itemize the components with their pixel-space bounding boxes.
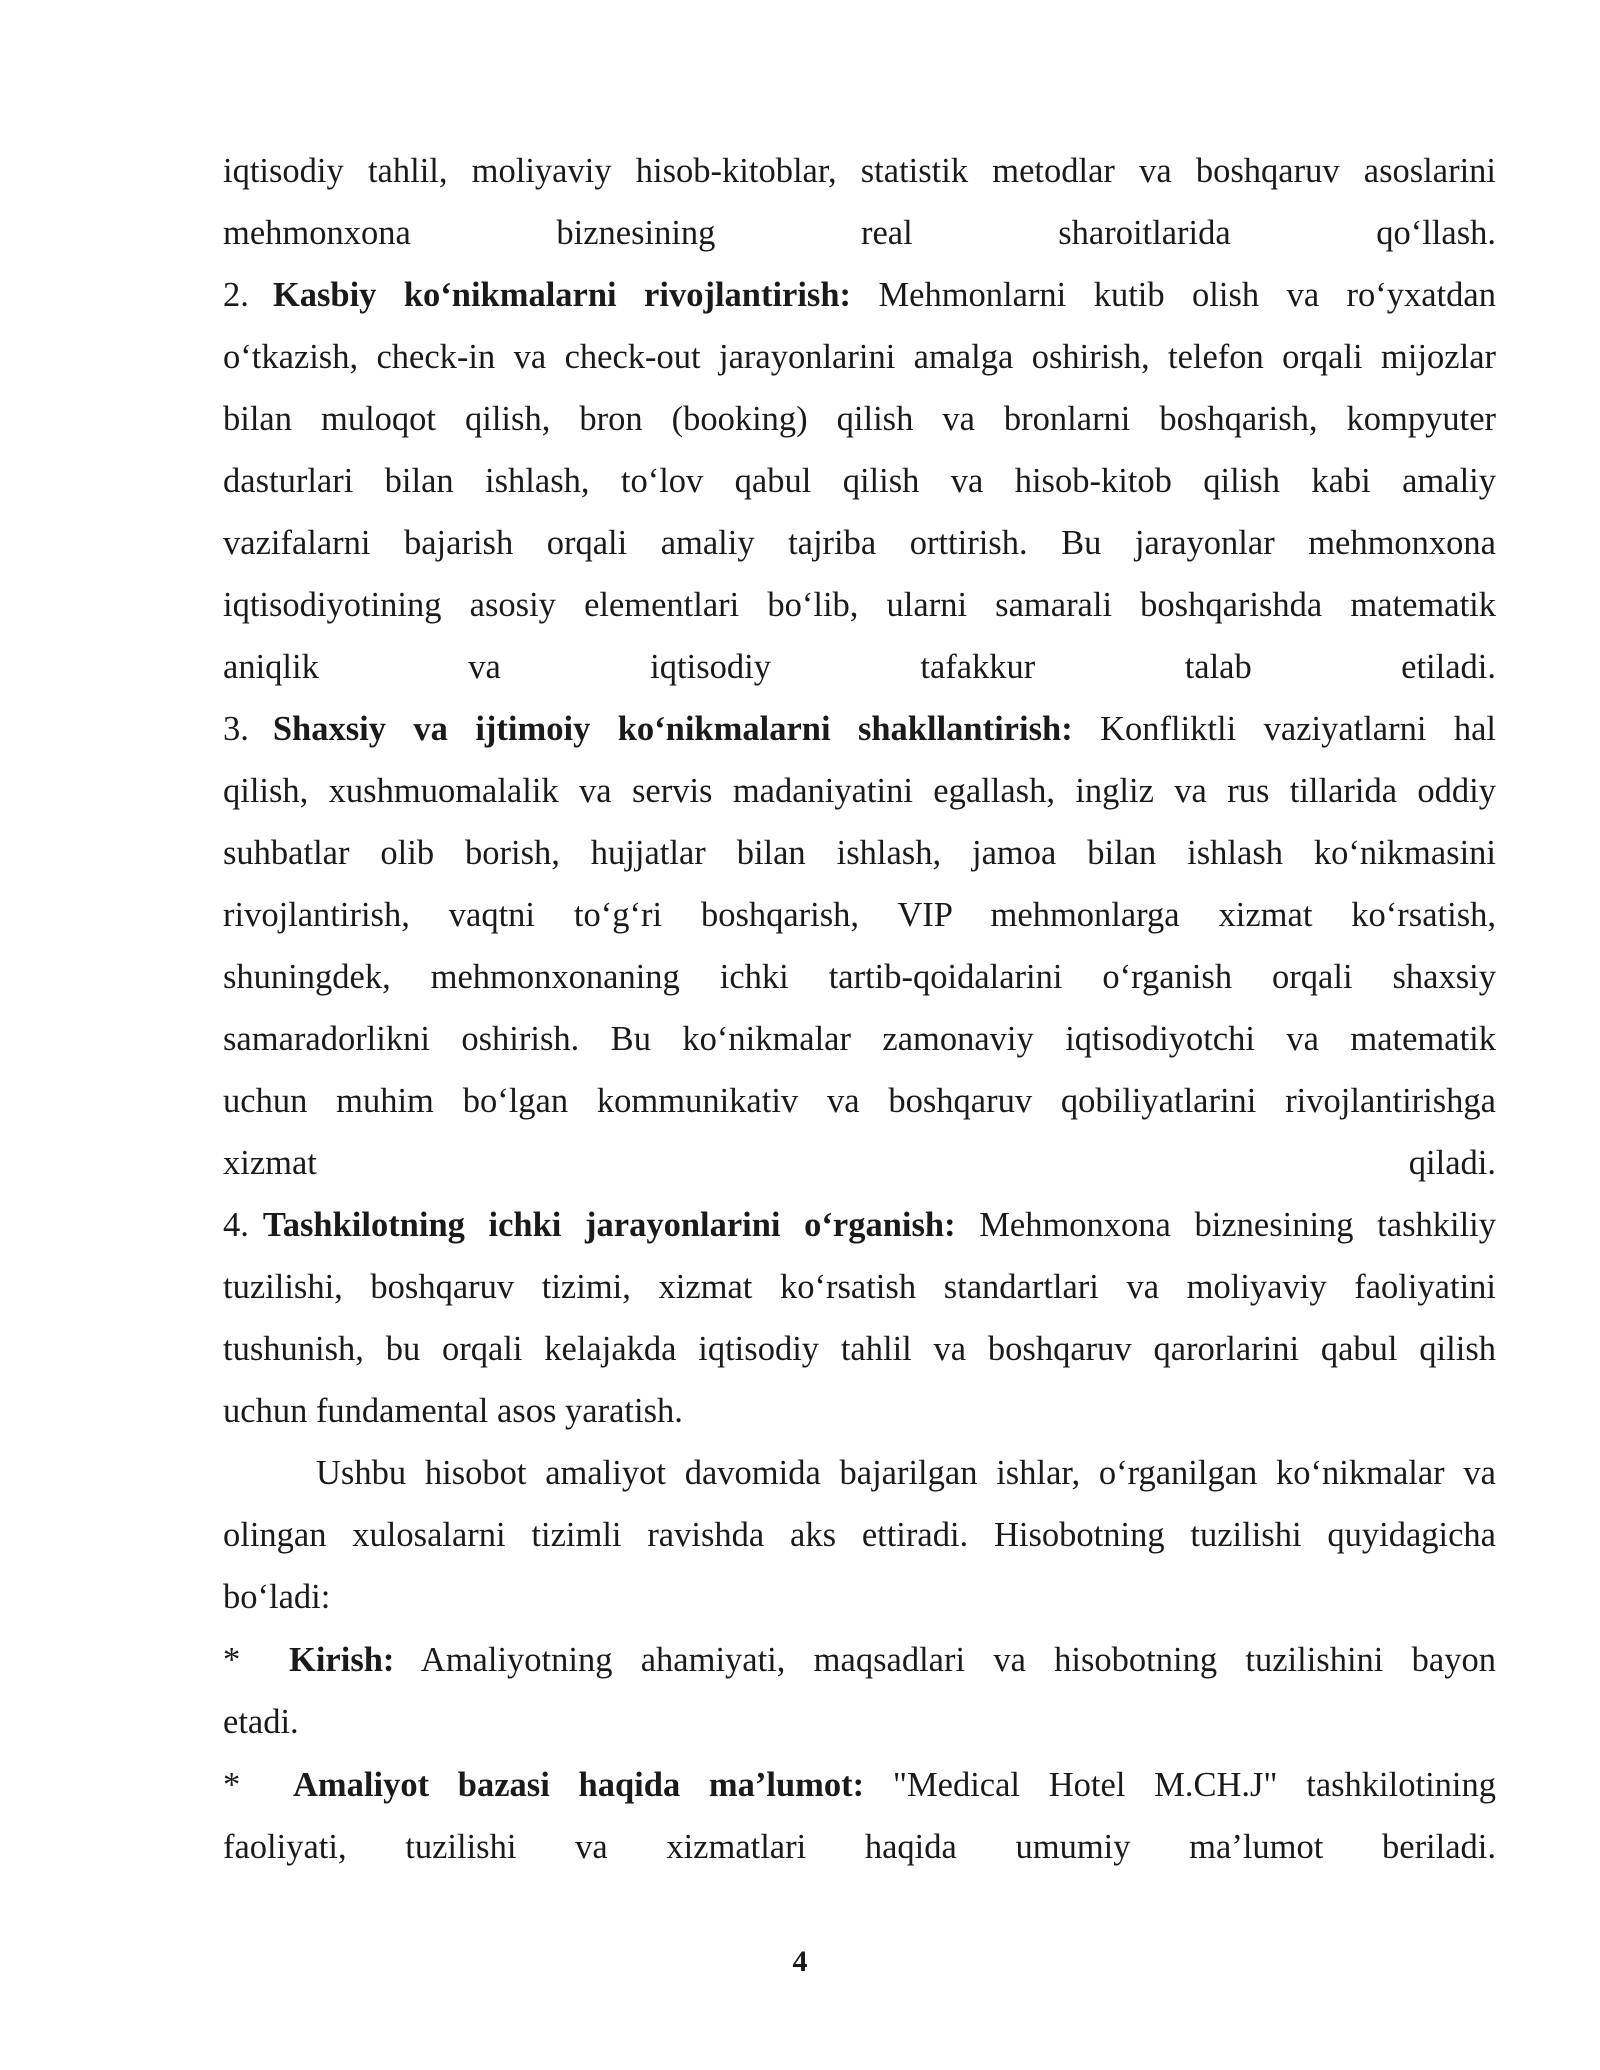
bullet-item-text: Amaliyotning ahamiyati, maqsadlari va hisobotning tuzilishini bayon	[394, 1641, 1496, 1679]
text-line: faoliyati, tuzilishi va xizmatlari haqida umumiy ma’lumot beriladi.	[223, 1828, 1496, 1866]
text-line: vazifalarni bajarish orqali amaliy tajriba orttirish. Bu jarayonlar mehmonxona	[223, 524, 1496, 562]
list-number: 3.	[223, 710, 249, 748]
text-line: bilan muloqot qilish, bron (booking) qilish va bronlarni boshqarish, kompyuter	[223, 400, 1496, 438]
bullet-item-heading	[223, 1763, 1496, 1807]
text-line: etadi.	[223, 1703, 299, 1741]
list-item-title: Shaxsiy va ijtimoiy ko‘nikmalarni shakllantirish:	[272, 710, 1073, 748]
bullet-marker: *	[223, 1641, 241, 1679]
text-line: samaradorlikni oshirish. Bu ko‘nikmalar zamonaviy iqtisodiyotchi va matematik	[223, 1020, 1496, 1058]
bullet-item-title: Kirish:	[289, 1641, 395, 1679]
text-line: bo‘ladi:	[223, 1578, 331, 1616]
text-line: xizmat qiladi.	[223, 1144, 1496, 1182]
bullet-marker: *	[223, 1766, 241, 1804]
text-line: suhbatlar olib borish, hujjatlar bilan ishlash, jamoa bilan ishlash ko‘nikmasini	[223, 834, 1496, 872]
text-line: olingan xulosalarni tizimli ravishda aks ettiradi. Hisobotning tuzilishi quyidagicha	[223, 1516, 1496, 1554]
text-line: tuzilishi, boshqaruv tizimi, xizmat ko‘rsatish standartlari va moliyaviy faoliyatini	[223, 1268, 1496, 1306]
text-line: aniqlik va iqtisodiy tafakkur talab etiladi.	[223, 648, 1496, 686]
list-item-heading	[223, 707, 1496, 751]
text-line: iqtisodiy tahlil, moliyaviy hisob-kitoblar, statistik metodlar va boshqaruv asoslarini	[223, 152, 1496, 190]
text-line: rivojlantirish, vaqtni to‘g‘ri boshqarish, VIP mehmonlarga xizmat ko‘rsatish,	[223, 896, 1496, 934]
text-line: o‘tkazish, check-in va check-out jarayonlarini amalga oshirish, telefon orqali mijozlar	[223, 338, 1496, 376]
bullet-item-heading	[223, 1638, 1496, 1682]
list-item-heading	[223, 273, 1496, 317]
list-item-text: Konfliktli vaziyatlarni hal	[1072, 710, 1496, 748]
text-line: uchun muhim bo‘lgan kommunikativ va boshqaruv qobiliyatlarini rivojlantirishga	[223, 1082, 1496, 1120]
list-number: 4.	[223, 1206, 249, 1244]
page-number: 4	[792, 1945, 808, 1978]
text-line: shuningdek, mehmonxonaning ichki tartib-qoidalarini o‘rganish orqali shaxsiy	[223, 958, 1496, 996]
list-item-title: Tashkilotning ichki jarayonlarini o‘rganish:	[262, 1206, 956, 1244]
text-line: mehmonxona biznesining real sharoitlarida qo‘llash.	[223, 214, 1496, 252]
bullet-item-title: Amaliyot bazasi haqida ma’lumot:	[293, 1766, 865, 1804]
list-item-text: Mehmonxona biznesining tashkiliy	[955, 1206, 1496, 1244]
paragraph-first-line: Ushbu hisobot amaliyot davomida bajarilgan ishlar, o‘rganilgan ko‘nikmalar va	[316, 1454, 1496, 1492]
list-number: 2.	[223, 276, 249, 314]
text-line: uchun fundamental asos yaratish.	[223, 1392, 683, 1430]
list-item-text: Mehmonlarni kutib olish va ro‘yxatdan	[851, 276, 1496, 314]
text-line: tushunish, bu orqali kelajakda iqtisodiy tahlil va boshqaruv qarorlarini qabul qilish	[223, 1330, 1496, 1368]
list-item-heading	[223, 1203, 1496, 1247]
text-line: dasturlari bilan ishlash, to‘lov qabul qilish va hisob-kitob qilish kabi amaliy	[223, 462, 1496, 500]
bullet-item-text: "Medical Hotel M.CH.J" tashkilotining	[864, 1766, 1496, 1804]
text-line: qilish, xushmuomalalik va servis madaniyatini egallash, ingliz va rus tillarida oddiy	[223, 772, 1496, 810]
text-line: iqtisodiyotining asosiy elementlari bo‘lib, ularni samarali boshqarishda matematik	[223, 586, 1496, 624]
list-item-title: Kasbiy ko‘nikmalarni rivojlantirish:	[272, 276, 852, 314]
